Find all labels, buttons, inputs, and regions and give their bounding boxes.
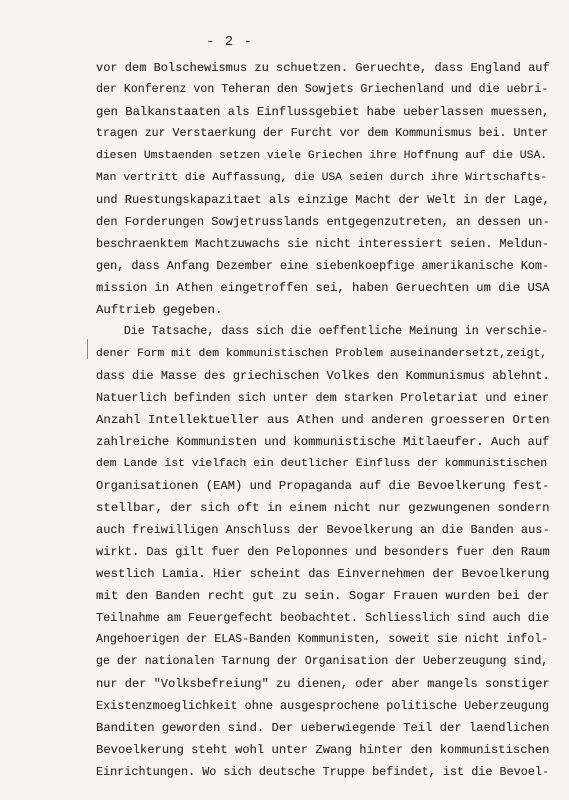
page-number: - 2 - xyxy=(206,34,254,50)
text-line: Anzahl Intellektueller aus Athen und anderen groesseren Orten xyxy=(96,413,550,427)
text-line: Banditen geworden sind. Der ueberwiegende Teil der laendlichen xyxy=(96,721,550,735)
text-line: beschraenktem Machtzuwachs sie nicht interessiert seien. Meldun- xyxy=(96,237,550,251)
text-line: stellbar, der sich oft in einem nicht nur gezwungenen sondern xyxy=(96,501,550,515)
text-line: mit den Banden recht gut zu sein. Sogar Frauen wurden bei der xyxy=(96,589,550,603)
text-line: Auftrieb gegeben. xyxy=(96,303,223,317)
margin-mark xyxy=(87,339,88,359)
text-line: den Forderungen Sowjetrusslands entgegenzutreten, an dessen un- xyxy=(96,215,550,229)
text-line: ge der nationalen Tarnung der Organisation der Ueberzeugung sind, xyxy=(96,655,549,668)
text-line: Einrichtungen. Wo sich deutsche Truppe befindet, ist die Bevoel- xyxy=(96,765,550,779)
text-line: Natuerlich befinden sich unter dem starken Proletariat und einer xyxy=(96,391,550,405)
text-line: gen, dass Anfang Dezember eine siebenkoepfige amerikanische Kom- xyxy=(96,259,550,273)
text-line: zahlreiche Kommunisten und kommunistische Mitlaeufer. Auch auf xyxy=(96,435,550,449)
text-line: tragen zur Verstaerkung der Furcht vor dem Kommunismus bei. Unter xyxy=(96,127,549,140)
text-line: dem Lande ist vielfach ein deutlicher Einfluss der kommunistischen xyxy=(96,458,548,470)
text-line: dass die Masse des griechischen Volkes den Kommunismus ablehnt. xyxy=(96,369,550,383)
text-line: Die Tatsache, dass sich die oeffentliche Meinung in verschie- xyxy=(96,325,549,338)
text-line: westlich Lamia. Hier scheint das Einvernehmen der Bevoelkerung xyxy=(96,567,550,581)
text-line: Teilnahme am Feuergefecht beobachtet. Schliesslich sind auch die xyxy=(96,611,550,625)
text-line: dener Form mit dem kommunistischen Problem auseinandersetzt,zeigt, xyxy=(96,348,548,360)
text-line: Organisationen (EAM) und Propaganda auf die Bevoelkerung fest- xyxy=(96,479,550,493)
text-line: wirkt. Das gilt fuer den Peloponnes und besonders fuer den Raum xyxy=(96,545,550,559)
text-line: Angehoerigen der ELAS-Banden Kommunisten, soweit sie nicht infol- xyxy=(96,633,549,646)
text-line: und Ruestungskapazitaet als einzige Macht der Welt in der Lage, xyxy=(96,193,550,207)
text-line: Man vertritt die Auffassung, die USA seien durch ihre Wirtschafts- xyxy=(96,172,548,184)
text-line: der Konferenz von Teheran den Sowjets Griechenland und die uebri- xyxy=(96,83,549,96)
text-line: Existenzmoeglichkeit ohne ausgesprochene politische Ueberzeugung xyxy=(96,699,550,713)
text-line: Bevoelkerung steht wohl unter Zwang hinter den kommunistischen xyxy=(96,743,550,757)
text-line: auch freiwilligen Anschluss der Bevoelkerung an die Banden aus- xyxy=(96,523,550,537)
text-line: mission in Athen eingetroffen sei, haben Geruechten um die USA xyxy=(96,281,550,295)
text-line: diesen Umstaenden setzen viele Griechen ihre Hoffnung auf die USA. xyxy=(96,150,548,162)
text-line: vor dem Bolschewismus zu schuetzen. Geruechte, dass England auf xyxy=(96,61,550,75)
text-line: gen Balkanstaaten als Einflussgebiet habe ueberlassen muessen, xyxy=(96,105,550,119)
text-line: nur der "Volksbefreiung" zu dienen, oder aber mangels sonstiger xyxy=(96,677,550,691)
